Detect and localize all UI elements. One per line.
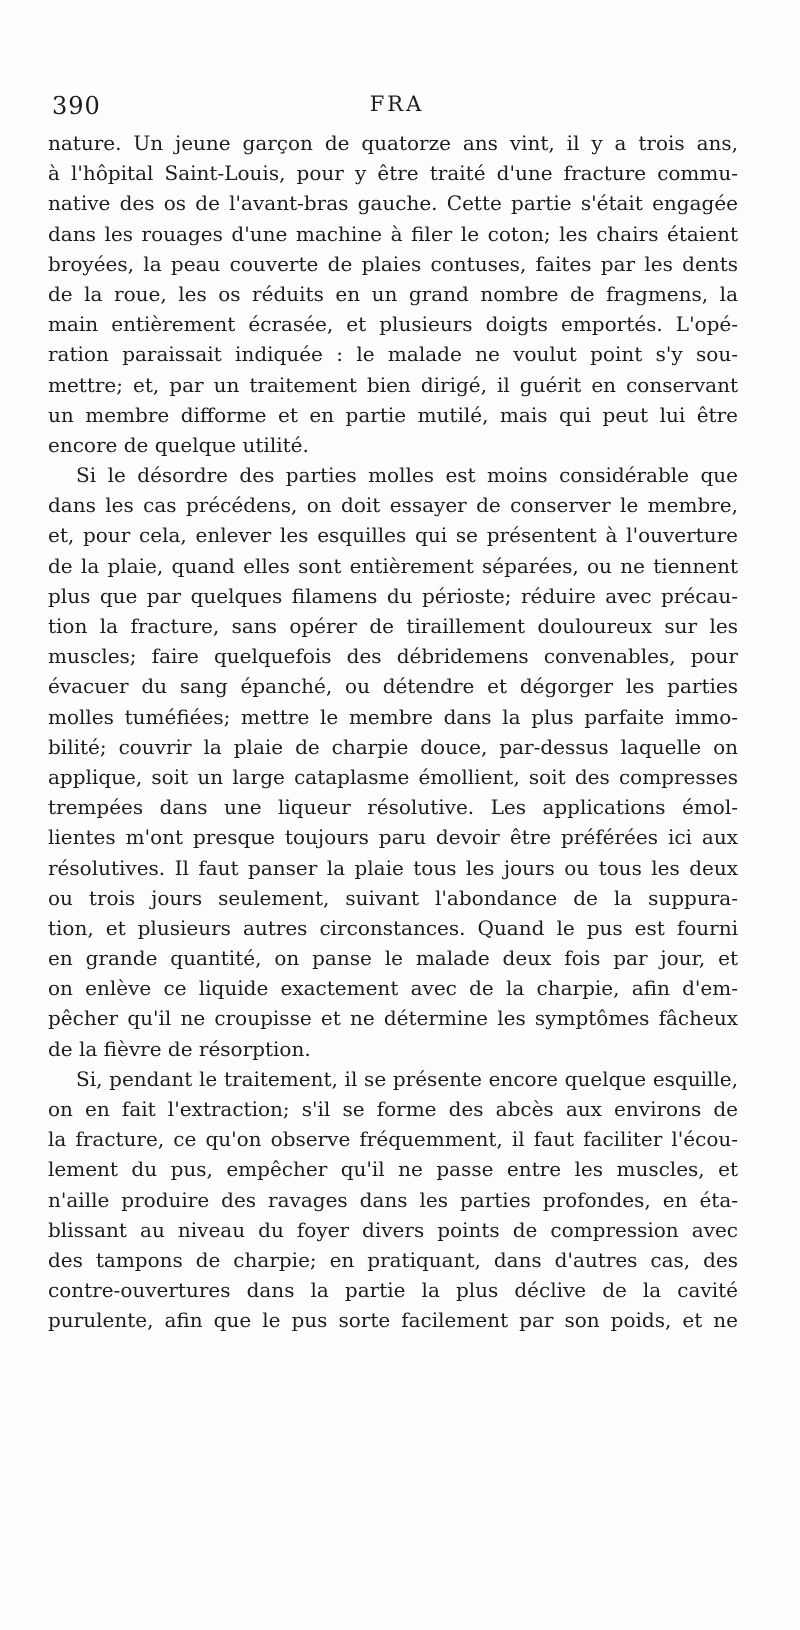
text-line: main entièrement écrasée, et plusieurs doigts emportés. L'opé- xyxy=(48,312,738,337)
paragraph-start-line: Si le désordre des parties molles est moins considérable que xyxy=(76,463,738,488)
text-line: on enlève ce liquide exactement avec de la charpie, afin d'em- xyxy=(48,976,738,1001)
text-line: blissant au niveau du foyer divers points de compression avec xyxy=(48,1217,738,1242)
page-header xyxy=(52,92,742,126)
text-line: n'aille produire des ravages dans les parties profondes, en éta- xyxy=(48,1187,738,1212)
text-line: plus que par quelques filamens du périoste; réduire avec précau- xyxy=(48,583,738,608)
text-line: applique, soit un large cataplasme émollient, soit des compresses xyxy=(48,764,738,789)
text-line: ou trois jours seulement, suivant l'abondance de la suppura- xyxy=(48,885,738,910)
text-line: muscles; faire quelquefois des débridemens convenables, pour xyxy=(48,644,738,669)
text-line: en grande quantité, on panse le malade deux fois par jour, et xyxy=(48,946,738,971)
text-line: tion la fracture, sans opérer de tiraillement douloureux sur les xyxy=(48,614,738,638)
text-line: de la plaie, quand elles sont entièrement séparées, ou ne tiennent xyxy=(48,553,738,578)
text-line: dans les rouages d'une machine à filer le coton; les chairs étaient xyxy=(48,221,738,246)
page-number: 390 xyxy=(52,92,101,120)
text-line: native des os de l'avant-bras gauche. Cette partie s'était engagée xyxy=(48,191,738,216)
text-line: nature. Un jeune garçon de quatorze ans vint, il y a trois ans, xyxy=(48,131,738,155)
text-line: de la fièvre de résorption. xyxy=(48,1036,311,1061)
text-line: tion, et plusieurs autres circonstances. Quand le pus est fourni xyxy=(48,915,738,940)
text-line: purulente, afin que le pus sorte facilement par son poids, et ne xyxy=(48,1308,738,1333)
text-line: des tampons de charpie; en pratiquant, dans d'autres cas, des xyxy=(48,1247,738,1272)
text-line: trempées dans une liqueur résolutive. Les applications émol- xyxy=(48,795,738,820)
text-line: bilité; couvrir la plaie de charpie douce, par-dessus laquelle on xyxy=(48,734,738,759)
text-line: molles tuméfiées; mettre le membre dans la plus parfaite immo- xyxy=(48,704,738,729)
text-line: contre-ouvertures dans la partie la plus déclive de la cavité xyxy=(48,1278,738,1303)
text-line: à l'hôpital Saint-Louis, pour y être traité d'une fracture commu- xyxy=(48,161,738,186)
text-line: la fracture, ce qu'on observe fréquemment, il faut faciliter l'écou- xyxy=(48,1127,738,1152)
text-line: encore de quelque utilité. xyxy=(48,432,309,457)
text-line: et, pour cela, enlever les esquilles qui se présentent à l'ouverture xyxy=(48,523,738,548)
text-line: ration paraissait indiquée : le malade ne voulut point s'y sou- xyxy=(48,342,738,367)
text-line: lientes m'ont presque toujours paru devoir être préférées ici aux xyxy=(48,825,738,850)
text-line: de la roue, les os réduits en un grand nombre de fragmens, la xyxy=(48,281,738,306)
paragraph-start-line: Si, pendant le traitement, il se présente encore quelque esquille, xyxy=(76,1066,738,1091)
text-line: résolutives. Il faut panser la plaie tous les jours ou tous les deux xyxy=(48,855,738,880)
text-line: pêcher qu'il ne croupisse et ne détermine les symptômes fâcheux xyxy=(48,1006,738,1031)
text-line: mettre; et, par un traitement bien dirigé, il guérit en conservant xyxy=(48,372,738,397)
text-line: lement du pus, empêcher qu'il ne passe entre les muscles, et xyxy=(48,1157,738,1182)
text-line: on en fait l'extraction; s'il se forme des abcès aux environs de xyxy=(48,1097,738,1121)
text-line: évacuer du sang épanché, ou détendre et dégorger les parties xyxy=(48,674,738,699)
running-head: FRA xyxy=(369,92,425,116)
body-text xyxy=(48,128,738,1336)
text-line: dans les cas précédens, on doit essayer de conserver le membre, xyxy=(48,493,738,518)
text-line: un membre difforme et en partie mutilé, mais qui peut lui être xyxy=(48,402,738,427)
text-line: broyées, la peau couverte de plaies contuses, faites par les dents xyxy=(48,251,738,276)
